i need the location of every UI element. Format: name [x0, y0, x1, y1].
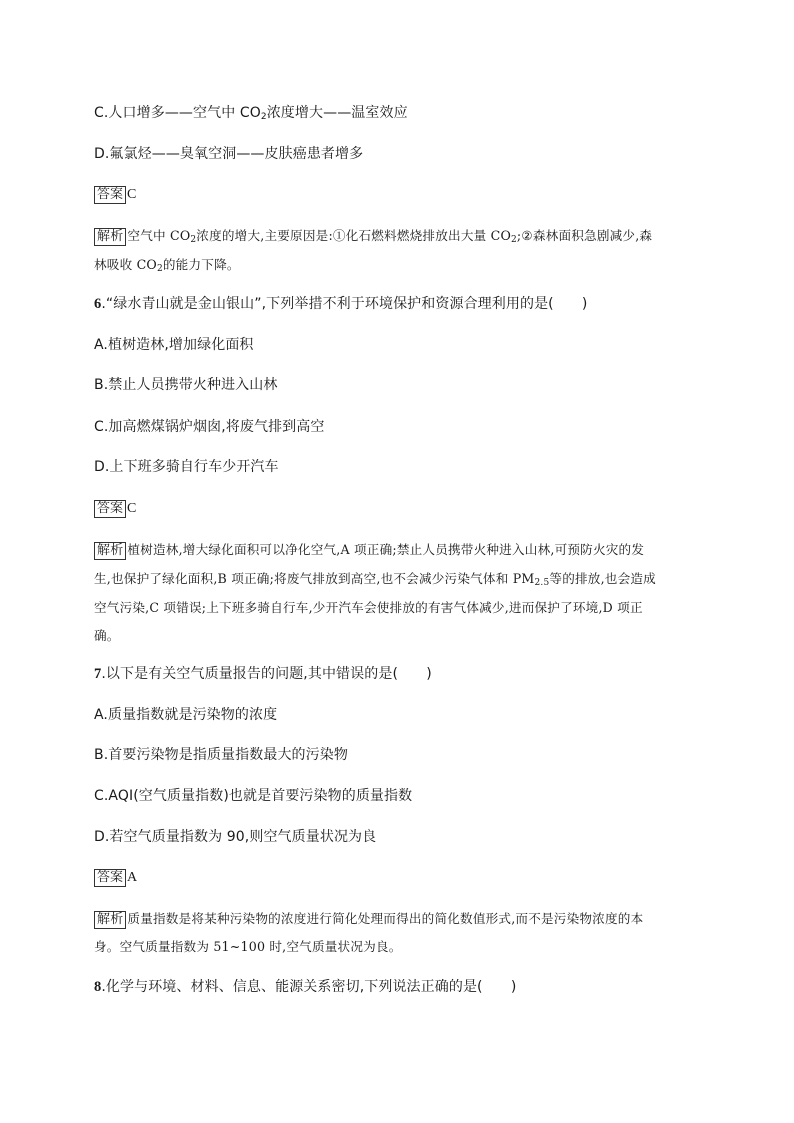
q7-option-d: D.若空气质量指数为 90,则空气质量状况为良: [94, 829, 377, 845]
q7-answer: [94, 866, 714, 887]
answer-label-box: 答案: [94, 186, 126, 204]
q6-analysis-line-2: 生,也保护了绿化面积,B 项正确;将废气排放到高空,也不会减少污染气体和 $PM_{2.5}$等的排放,也会造成: [94, 571, 656, 588]
q5-analysis-line-2: 林吸收 $CO_2$的能力下降。: [94, 257, 240, 274]
q8-stem: 8.化学与环境、材料、信息、能源关系密切,下列说法正确的是( ): [94, 979, 517, 995]
q6-option-a: A.植树造林,增加绿化面积: [94, 337, 254, 353]
answer-value: A: [127, 870, 138, 885]
question-number: 6: [94, 296, 102, 312]
q5-option-d: D.氟氯烃——臭氧空洞——皮肤癌患者增多: [94, 146, 364, 162]
q7-analysis-line-2: 身。空气质量指数为 51~100 时,空气质量状况为良。: [94, 939, 402, 954]
answer-value: C: [127, 187, 137, 202]
q7-stem: 7.以下是有关空气质量报告的问题,其中错误的是( ): [94, 666, 432, 682]
analysis-label-box: 解析: [94, 911, 126, 929]
q5-analysis-line-1: 解析 空气中 $CO_2$浓度的增大,主要原因是:①化石燃料燃烧排放出大量 $CO_2;②$森林面积急剧减少,森: [94, 225, 714, 246]
analysis-label-box: 解析: [94, 542, 126, 560]
q6-analysis-line-1: 解析 植树造林,增大绿化面积可以净化空气,A 项正确;禁止人员携带火种进入山林,可预防火灾的发: [94, 539, 714, 560]
q6-stem: 6.“绿水青山就是金山银山”,下列举措不利于环境保护和资源合理利用的是( ): [94, 296, 588, 312]
q6-analysis-line-4: 确。: [94, 628, 120, 643]
q7-analysis-line-1: 解析 质量指数是将某种污染物的浓度进行简化处理而得出的简化数值形式,而不是污染物浓度的本: [94, 908, 714, 929]
q7-option-a: A.质量指数就是污染物的浓度: [94, 707, 278, 723]
q6-answer: [94, 497, 714, 518]
answer-label-box: 答案: [94, 869, 126, 887]
q6-option-b: B.禁止人员携带火种进入山林: [94, 377, 278, 393]
q6-analysis-line-3: 空气污染,C 项错误;上下班多骑自行车,少开汽车会使排放的有害气体减少,进而保护了环境,D 项正: [94, 600, 643, 615]
question-number: 8: [94, 979, 102, 995]
answer-label-box: 答案: [94, 500, 126, 518]
q6-option-d: D.上下班多骑自行车少开汽车: [94, 459, 279, 475]
q5-answer: [94, 183, 714, 204]
q7-option-b: B.首要污染物是指质量指数最大的污染物: [94, 747, 348, 763]
q5-option-c: C.人口增多——空气中 $CO_2$浓度增大——温室效应: [94, 105, 408, 122]
analysis-label-box: 解析: [94, 228, 126, 246]
question-number: 7: [94, 666, 102, 682]
q7-option-c: C.AQI(空气质量指数)也就是首要污染物的质量指数: [94, 788, 413, 804]
answer-value: C: [127, 501, 137, 516]
q6-option-c: C.加高燃煤锅炉烟囱,将废气排到高空: [94, 419, 325, 435]
